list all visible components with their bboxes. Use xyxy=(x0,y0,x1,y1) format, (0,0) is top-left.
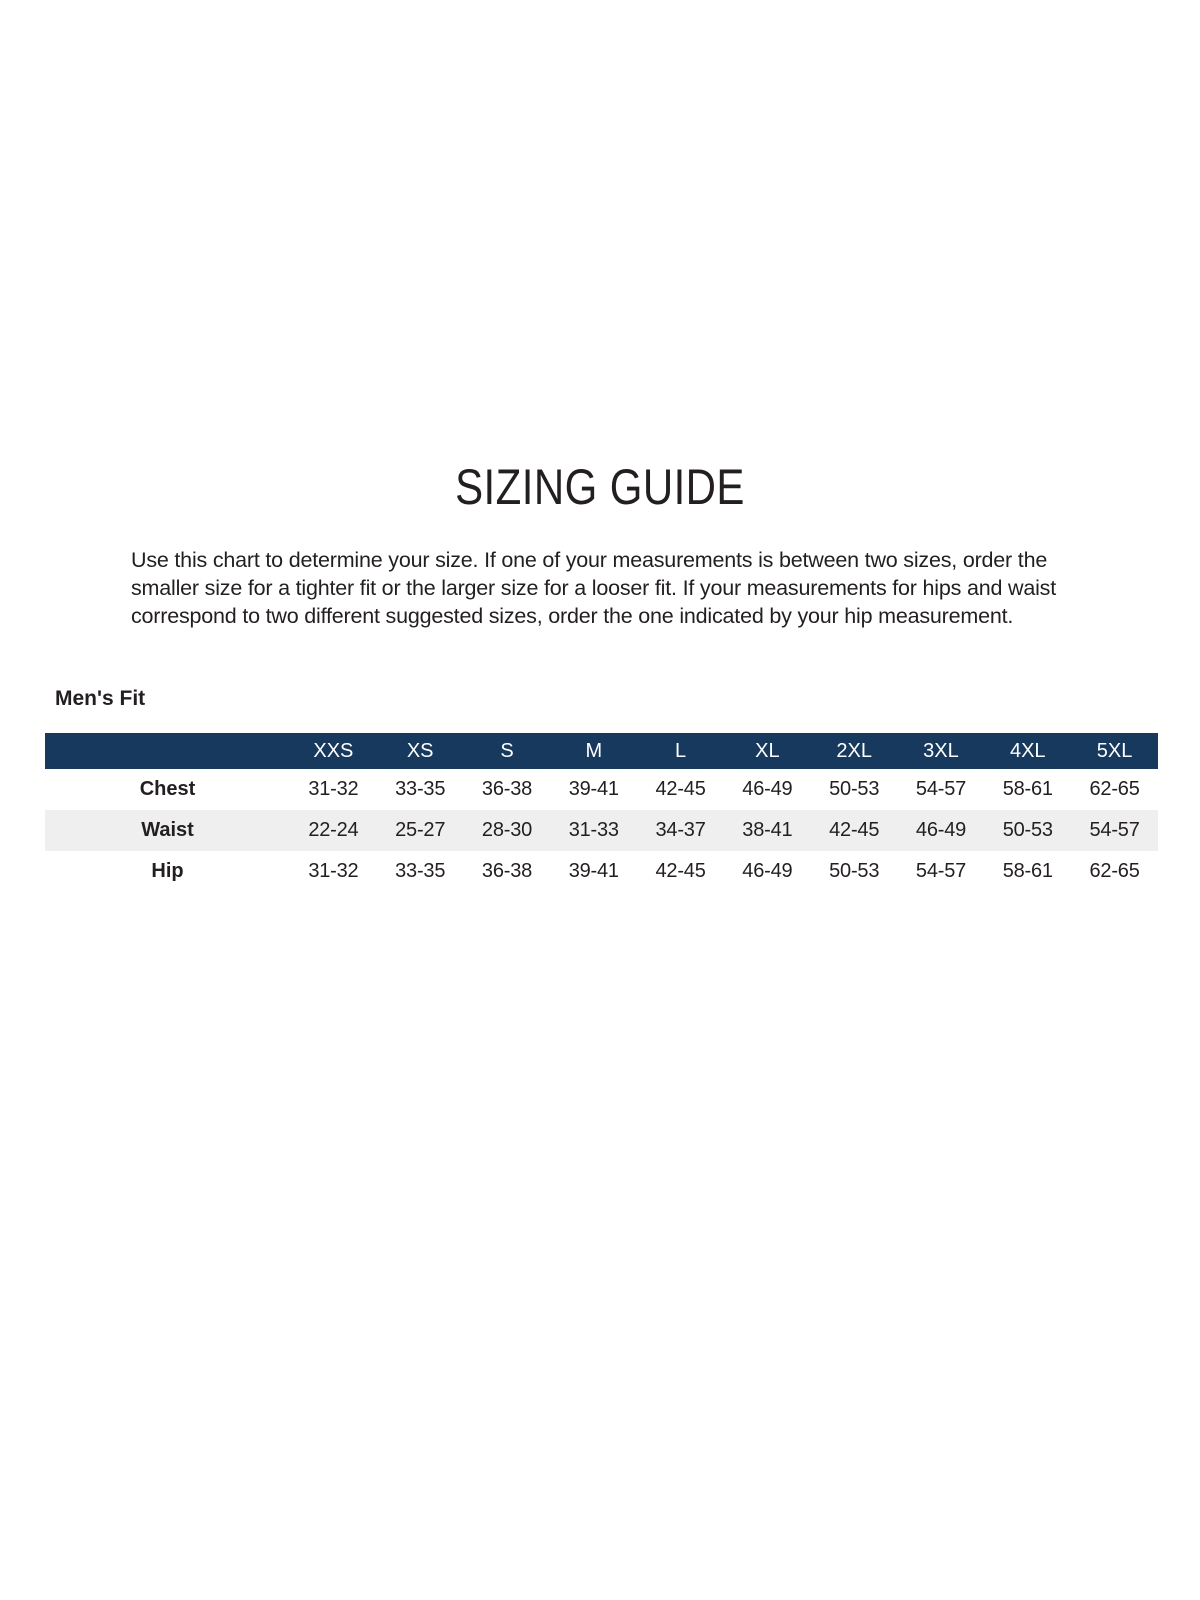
size-column-header-xl: XL xyxy=(755,739,780,762)
size-column-header-blank xyxy=(45,733,290,769)
size-column-header-5xl: 5XL xyxy=(1096,739,1133,762)
table-row-chest xyxy=(45,769,1158,810)
table-row-waist xyxy=(45,810,1158,851)
size-cell: 50-53 xyxy=(829,860,880,882)
size-column-header-3xl: 3XL xyxy=(923,739,959,762)
row-label-waist: Waist xyxy=(141,819,194,841)
row-label-hip: Hip xyxy=(151,860,184,882)
size-cell: 54-57 xyxy=(1089,819,1140,841)
size-cell: 25-27 xyxy=(395,819,446,841)
size-cell: 33-35 xyxy=(395,778,446,800)
intro-paragraph: Use this chart to determine your size. If one of your measurements is between two sizes, order the smaller size for a tighter fit or the larger size for a looser fit. If your measurements for hips and waist correspond to two different suggested sizes, order the one indicated by your hip measurement. xyxy=(131,548,1056,628)
size-cell: 36-38 xyxy=(481,778,533,800)
size-cell: 42-45 xyxy=(655,860,706,882)
size-header-row xyxy=(45,733,1158,769)
size-table-body xyxy=(45,769,1158,892)
size-cell: 58-61 xyxy=(1002,778,1053,800)
size-column-header-xs: XS xyxy=(406,739,434,762)
size-cell: 50-53 xyxy=(829,778,880,800)
row-label-chest: Chest xyxy=(139,778,196,800)
size-table xyxy=(45,733,1158,892)
size-cell: 31-32 xyxy=(308,860,359,882)
section-label-mens-fit: Men's Fit xyxy=(55,687,146,710)
size-cell: 33-35 xyxy=(395,860,446,882)
size-cell: 34-37 xyxy=(655,819,706,841)
size-column-header-4xl: 4XL xyxy=(1009,739,1046,762)
size-cell: 46-49 xyxy=(742,778,793,800)
size-cell: 62-65 xyxy=(1089,860,1140,882)
size-cell: 46-49 xyxy=(742,860,793,882)
size-cell: 42-45 xyxy=(655,778,706,800)
size-column-header-l: L xyxy=(675,739,687,762)
size-cell: 54-57 xyxy=(915,778,967,800)
size-cell: 50-53 xyxy=(1002,819,1053,841)
table-row-hip xyxy=(45,851,1158,892)
size-cell: 31-33 xyxy=(568,819,619,841)
size-cell: 42-45 xyxy=(829,819,880,841)
size-cell: 36-38 xyxy=(481,860,533,882)
size-cell: 62-65 xyxy=(1089,778,1140,800)
size-cell: 28-30 xyxy=(481,819,533,841)
size-cell: 22-24 xyxy=(308,819,359,841)
size-cell: 54-57 xyxy=(915,860,967,882)
page-title: SIZING GUIDE xyxy=(455,459,745,515)
size-column-header-xxs: XXS xyxy=(313,739,354,762)
size-column-header-s: S xyxy=(500,739,514,762)
size-cell: 46-49 xyxy=(915,819,967,841)
size-cell: 58-61 xyxy=(1002,860,1053,882)
size-column-header-2xl: 2XL xyxy=(836,739,872,762)
size-cell: 39-41 xyxy=(568,778,619,800)
size-table-header xyxy=(45,733,1158,769)
size-cell: 39-41 xyxy=(568,860,619,882)
size-cell: 38-41 xyxy=(742,819,793,841)
size-cell: 31-32 xyxy=(308,778,359,800)
size-column-header-m: M xyxy=(585,739,603,762)
